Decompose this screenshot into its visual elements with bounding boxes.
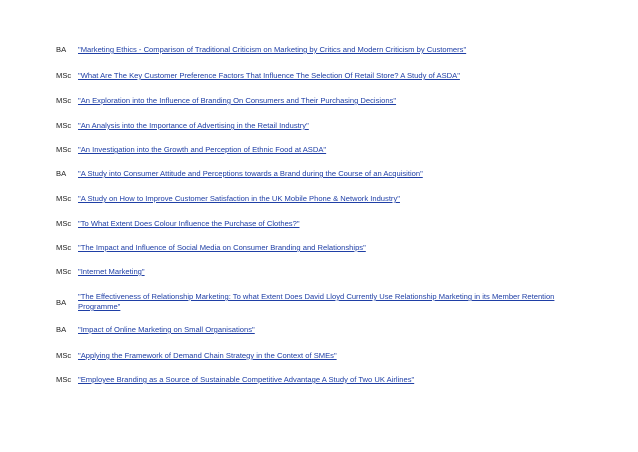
- dissertation-link[interactable]: "An Analysis into the Importance of Advertising in the Retail Industry": [78, 121, 309, 130]
- degree-label: MSc: [56, 375, 72, 384]
- degree-label: MSc: [56, 194, 72, 203]
- dissertation-link[interactable]: "An Investigation into the Growth and Perception of Ethnic Food at ASDA": [78, 145, 327, 154]
- degree-label: MSc: [56, 145, 72, 154]
- dissertation-link[interactable]: "To What Extent Does Colour Influence the Purchase of Clothes?": [78, 219, 300, 228]
- degree-label: BA: [56, 298, 67, 307]
- degree-label: MSc: [56, 351, 72, 360]
- dissertation-link[interactable]: "The Effectiveness of Relationship Marketing: To what Extent Does David Lloyd Currently Use Relationship Marketing in its Member Retention Programme": [78, 292, 555, 311]
- dissertation-link[interactable]: "A Study into Consumer Attitude and Perceptions towards a Brand during the Course of an Acquisition": [78, 169, 423, 178]
- degree-label: MSc: [56, 219, 72, 228]
- dissertation-link[interactable]: "What Are The Key Customer Preference Factors That Influence The Selection Of Retail Store? A Study of ASDA": [78, 71, 460, 80]
- dissertation-link[interactable]: "Marketing Ethics - Comparison of Traditional Criticism on Marketing by Critics and Modern Criticism by Customers": [78, 45, 467, 54]
- dissertation-link[interactable]: "A Study on How to Improve Customer Satisfaction in the UK Mobile Phone & Network Industry": [78, 194, 400, 203]
- dissertation-link[interactable]: "Impact of Online Marketing on Small Organisations": [78, 325, 255, 334]
- dissertation-link[interactable]: "Internet Marketing": [78, 267, 145, 276]
- degree-label: BA: [56, 325, 67, 334]
- degree-label: BA: [56, 169, 67, 178]
- dissertation-link[interactable]: "An Exploration into the Influence of Branding On Consumers and Their Purchasing Decisions": [78, 96, 397, 105]
- dissertation-link[interactable]: "The Impact and Influence of Social Media on Consumer Branding and Relationships": [78, 243, 366, 252]
- degree-label: MSc: [56, 96, 72, 105]
- dissertation-link[interactable]: "Employee Branding as a Source of Sustainable Competitive Advantage A Study of Two UK Airlines": [78, 375, 415, 384]
- dissertation-link[interactable]: "Applying the Framework of Demand Chain Strategy in the Context of SMEs": [78, 351, 337, 360]
- degree-label: MSc: [56, 121, 72, 130]
- degree-label: MSc: [56, 71, 72, 80]
- degree-label: BA: [56, 45, 67, 54]
- degree-label: MSc: [56, 243, 72, 252]
- degree-label: MSc: [56, 267, 72, 276]
